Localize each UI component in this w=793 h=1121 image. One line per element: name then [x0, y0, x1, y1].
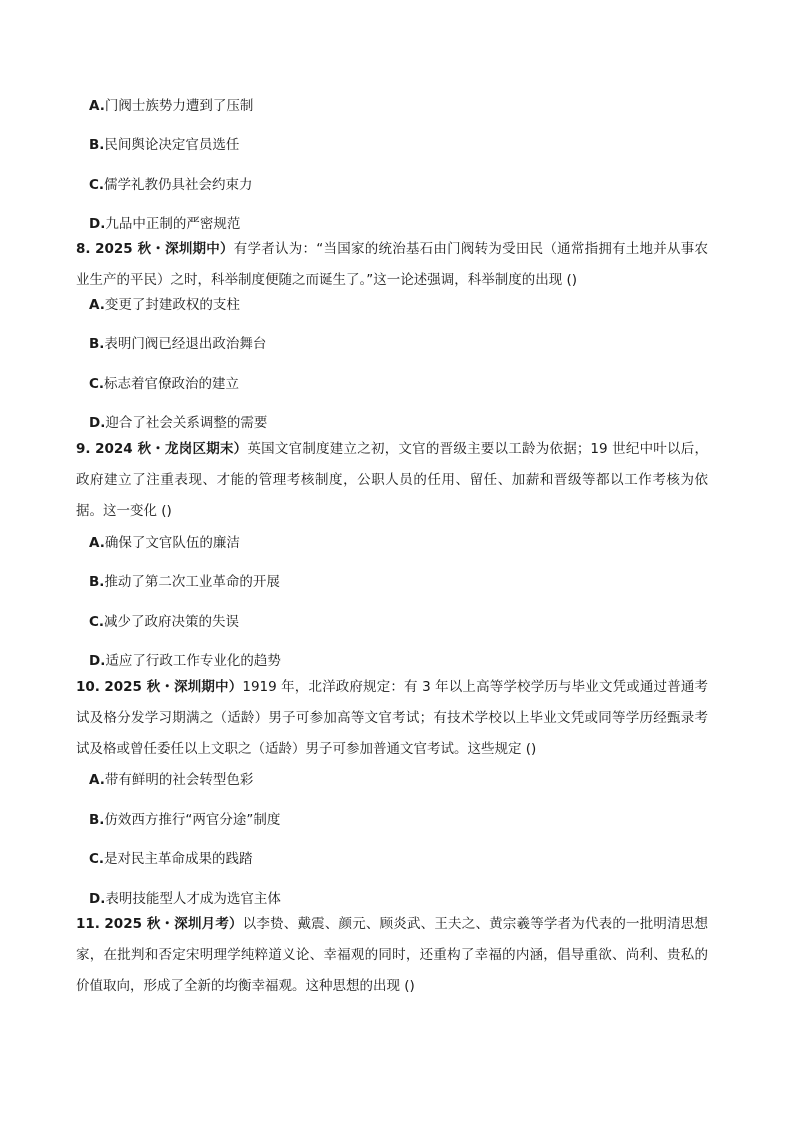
- question-10-option-b[interactable]: B.仿效西方推行“两官分途”制度: [89, 812, 281, 828]
- question-10-option-a[interactable]: A.带有鲜明的社会转型色彩: [89, 772, 254, 788]
- question-8-option-a[interactable]: A.变更了封建政权的支柱: [89, 297, 240, 313]
- question-9-option-b[interactable]: B.推动了第二次工业革命的开展: [89, 574, 280, 590]
- option-a[interactable]: A.门阀士族势力遭到了压制: [89, 98, 254, 114]
- question-10-option-d[interactable]: D.表明技能型人才成为选官主体: [89, 891, 281, 907]
- question-9-option-c[interactable]: C.减少了政府决策的失误: [89, 614, 240, 630]
- question-9-option-a[interactable]: A.确保了文官队伍的廉洁: [89, 535, 240, 551]
- question-8-stem: 8. 2025 秋・深圳期中）有学者认为：“当国家的统治基石由门阀转为受田民（通常指拥有土地并从事农业生产的平民）之时，科举制度便随之而诞生了。”这一论述强调，科举制度的出现 (): [76, 241, 709, 288]
- question-8-option-c[interactable]: C.标志着官僚政治的建立: [89, 376, 240, 392]
- option-b[interactable]: B.民间舆论决定官员选任: [89, 137, 240, 153]
- question-8-option-d[interactable]: D.迎合了社会关系调整的需要: [89, 415, 268, 431]
- option-d[interactable]: D.九品中正制的严密规范: [89, 216, 241, 232]
- question-9-option-d[interactable]: D.适应了行政工作专业化的趋势: [89, 653, 281, 669]
- question-8-option-b[interactable]: B.表明门阀已经退出政治舞台: [89, 336, 267, 352]
- question-11-stem: 11. 2025 秋・深圳月考）以李贽、戴震、颜元、顾炎武、王夫之、黄宗羲等学者为代表的一批明清思想家，在批判和否定宋明理学纯粹道义论、幸福观的同时，还重构了幸福的内涵，倡导重欲、尚利、贵私的价值取向，形成了全新的均衡幸福观。这种思想的出现 (): [76, 916, 708, 994]
- question-9-stem: 9. 2024 秋・龙岗区期末）英国文官制度建立之初，文官的晋级主要以工龄为依据；19 世纪中叶以后，政府建立了注重表现、才能的管理考核制度，公职人员的任用、留任、加薪和晋级等都以工作考核为依据。这一变化 (): [76, 441, 708, 519]
- question-10-stem: 10. 2025 秋・深圳期中）1919 年，北洋政府规定：有 3 年以上高等学校学历与毕业文凭或通过普通考试及格分发学习期满之（适龄）男子可参加高等文官考试；有技术学校以上毕业文凭或同等学历经甄录考试及格或曾任委任以上文职之（适龄）男子可参加普通文官考试。这些规定 (): [76, 679, 708, 757]
- option-c[interactable]: C.儒学礼教仍具社会约束力: [89, 177, 253, 193]
- question-10-option-c[interactable]: C.是对民主革命成果的践踏: [89, 851, 253, 867]
